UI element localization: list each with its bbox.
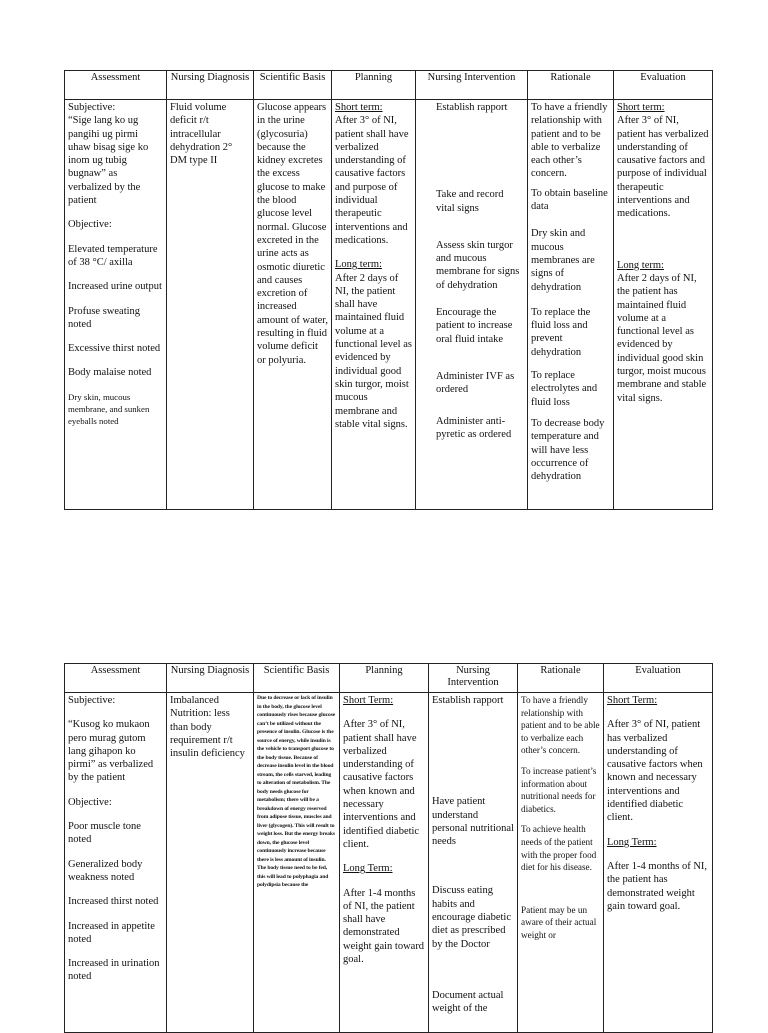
long-term-evaluation: After 1-4 months of NI, the patient has demonstrated weight gain toward goal. [607,860,708,912]
intervention-item: Assess skin turgor and mucous membrane for signs of dehydration [436,239,520,291]
objective-item: Elevated temperature of 38 °C/ axilla [68,243,158,268]
header-nursing-diagnosis: Nursing Diagnosis [167,664,254,693]
intervention-item: Document actual weight of the [432,989,504,1015]
subjective-quote: “Sige lang ko ug pangihi ug pirmi uhaw bisag sige ko inom ug tubig bugnaw” as verbalized by the patient [68,115,149,207]
header-evaluation: Evaluation [614,71,713,100]
long-term-label: Long term: [335,259,382,271]
intervention-item: Administer anti-pyretic as ordered [436,415,512,440]
header-scientific-basis: Scientific Basis [254,71,332,100]
long-term-evaluation: After 2 days of NI, the patient has maintained fluid volume at a functional level as evidenced by individual good skin turgor, moist mucous membrane and stable vital signs. [617,272,707,404]
intervention-item: Establish rapport [436,102,508,113]
planning-cell [332,100,416,510]
assessment-cell [65,693,167,1033]
short-term-label: Short Term: [607,695,658,706]
header-evaluation: Evaluation [604,664,713,693]
header-assessment: Assessment [65,664,167,693]
rationale-item: To have a friendly relationship with patient and to be able to verbalize each other’s concern. [531,102,608,180]
evaluation-cell [604,693,713,1033]
diagnosis-cell: Fluid volume deficit r/t intracellular dehydration 2° DM type II [167,100,254,510]
planning-cell [340,693,429,1033]
long-term-goal: After 2 days of NI, the patient shall have maintained fluid volume at a functional level as evidenced by individual good skin turgor, moist mucous membrane and stable vital signs. [335,272,412,430]
objective-item: Profuse sweating noted [68,305,141,330]
table-header-row [65,71,713,100]
short-term-goal: After 3° of NI, patient shall have verbalized understanding of causative factors when known and necessary interventions and identified diabetic client. [343,719,420,850]
rationale-item: To replace electrolytes and fluid loss [531,370,598,408]
header-nursing-intervention: Nursing Intervention [416,71,528,100]
long-term-label: Long Term: [607,836,657,848]
objective-item: Increased urine output [68,281,162,293]
objective-label: Objective: [68,796,112,808]
rationale-item: To increase patient’s information about nutritional needs for diabetics. [521,765,597,814]
header-nursing-diagnosis: Nursing Diagnosis [167,71,254,100]
rationale-item: Dry skin and mucous membranes are signs of dehydration [531,228,595,293]
header-planning: Planning [340,664,429,693]
scientific-basis-cell [254,693,340,1033]
short-term-evaluation: After 3° of NI, patient has verbalized understanding of causative factors when known and necessary interventions and identified diabetic client. [607,719,703,824]
rationale-item: To decrease body temperature and will have less occurrence of dehydration [531,417,605,483]
rationale-cell [518,693,604,1033]
scientific-basis-text: Due to decrease or lack of insulin in the body, the glucose level continuously rises because glucose can’t be utilized without the presence of insulin. Glucose is the source of energy, while insulin is the vehicle to transport glucose to the body tissue. Because of decrease insulin level in the blood stream, the cells starved, leading to alteration of metabolism. The body needs glucose for metabolism; there will be a breakdown of energy reserved from adipose tissue, muscles and liver (glycogen). This will result to weight loss. But the energy breaks down, the glucose level continuously increase because there is less amount of insulin. The body tissue need to be fed, this will lead to polyphagia and polydipsia because the [257,695,336,888]
short-term-label: Short Term: [343,695,394,706]
short-term-evaluation: After 3° of NI, patient has verbalized understanding of causative factors and purpose of individual therapeutic interventions and medications. [617,115,709,220]
short-term-label: Short term: [335,102,383,113]
short-term-label: Short term: [617,102,665,113]
intervention-item: Have patient understand personal nutritional needs [432,796,514,848]
table-row [65,100,713,510]
intervention-cell [416,100,528,510]
long-term-label: Long term: [617,259,664,271]
evaluation-cell [614,100,713,510]
subjective-quote: “Kusog ko mukaon pero murag gutom lang gihapon ko pirmi” as verbalized by the patient [68,719,154,784]
header-rationale: Rationale [518,664,604,693]
header-nursing-intervention: Nursing Intervention [429,664,518,693]
diagnosis-text: Imbalanced Nutrition: less than body requirement r/t insulin deficiency [170,695,245,760]
subjective-label: Subjective: [68,102,116,113]
header-planning: Planning [332,71,416,100]
objective-item: Poor muscle tone noted [68,821,141,846]
diagnosis-cell [167,693,254,1033]
assessment-cell [65,100,167,510]
header-rationale: Rationale [528,71,614,100]
objective-item: Increased in appetite noted [68,920,155,945]
objective-item: Increased thirst noted [68,896,159,908]
rationale-cell [528,100,614,510]
rationale-item: To achieve health needs of the patient with the proper food diet for his disease. [521,824,597,873]
header-assessment: Assessment [65,71,167,100]
short-term-goal: After 3° of NI, patient shall have verbalized understanding of causative factors and purpose of individual therapeutic interventions and medications. [335,115,409,246]
rationale-item: To have a friendly relationship with patient and to be able to verbalize each other’s concern. [521,695,600,756]
objective-item: Dry skin, mucous membrane, and sunken eyeballs noted [68,391,150,427]
long-term-goal: After 1-4 months of NI, the patient shall have demonstrated weight gain toward goal. [343,887,425,966]
objective-item: Excessive thirst noted [68,343,161,355]
header-scientific-basis: Scientific Basis [254,664,340,693]
subjective-label: Subjective: [68,695,116,706]
long-term-label: Long Term: [343,863,393,875]
care-plan-table-imbalanced-nutrition [64,663,713,1033]
scientific-basis-cell: Glucose appears in the urine (glycosuria) because the kidney excretes the excess glucose to make the blood glucose level normal. Glucose excreted in the urine acts as osmotic diuretic and causes excretion of increased amount of water, resulting in fluid volume deficit or polyuria. [254,100,332,510]
objective-item: Body malaise noted [68,367,152,379]
table-row [65,693,713,1033]
intervention-item: Encourage the patient to increase oral fluid intake [436,307,513,345]
care-plan-table-fluid-volume [64,70,713,510]
rationale-item: Patient may be un aware of their actual weight or [521,904,597,940]
objective-item: Generalized body weakness noted [68,858,143,883]
rationale-item: To obtain baseline data [531,187,608,213]
table-header-row [65,664,713,693]
objective-label: Objective: [68,219,112,231]
objective-item: Increased in urination noted [68,958,160,983]
intervention-item: Discuss eating habits and encourage diabetic diet as prescribed by the Doctor [432,885,511,950]
intervention-item: Administer IVF as ordered [436,370,515,396]
intervention-item: Establish rapport [432,695,504,706]
rationale-item: To replace the fluid loss and prevent dehydration [531,306,591,358]
intervention-item: Take and record vital signs [436,189,504,214]
intervention-cell [429,693,518,1033]
